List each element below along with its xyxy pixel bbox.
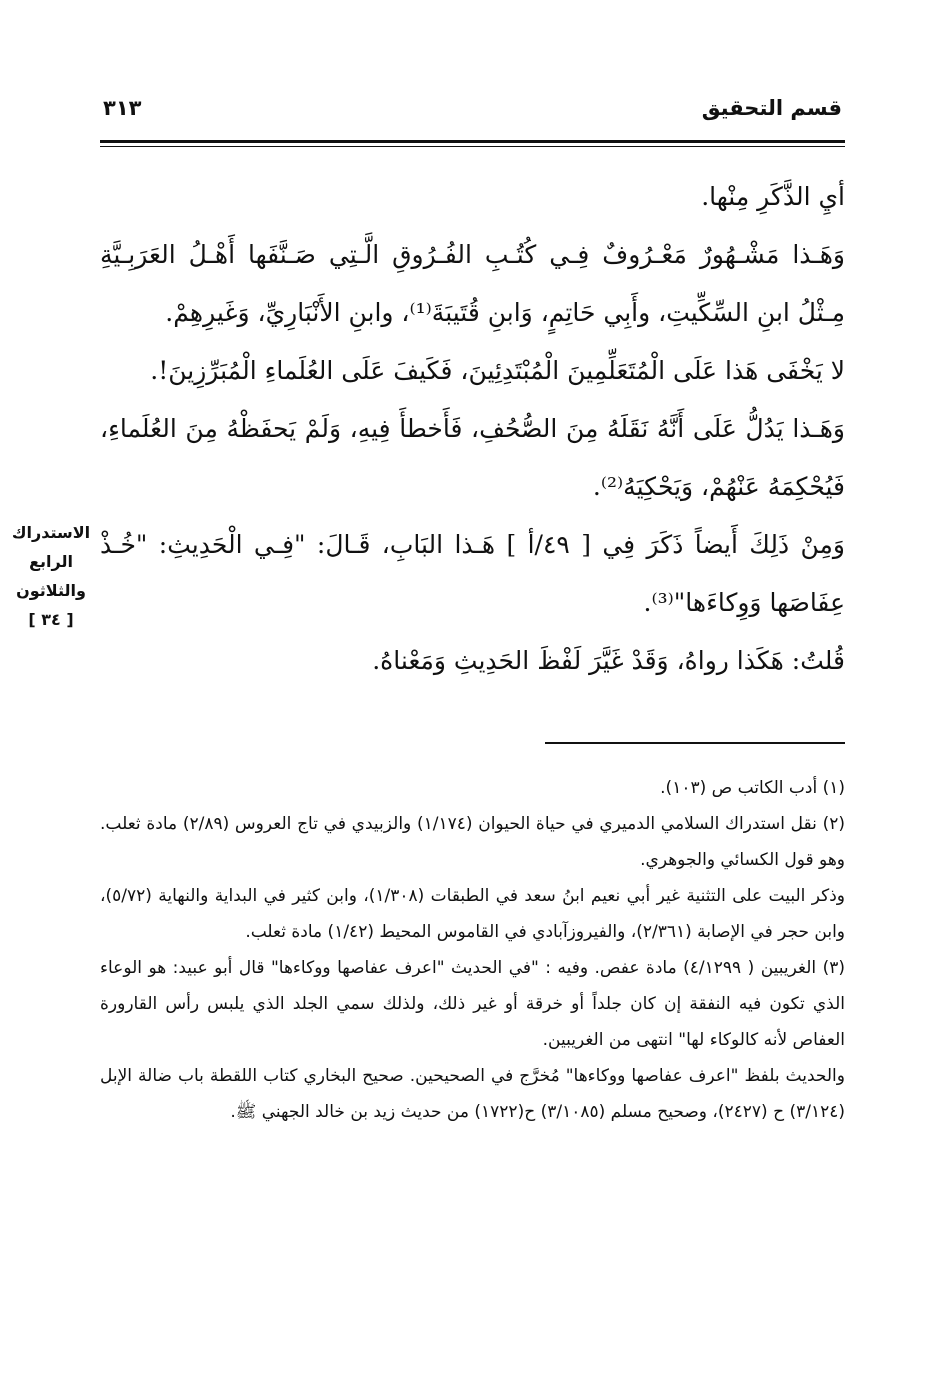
footnote-1: (١) أدب الكاتب ص (١٠٣).	[660, 778, 845, 798]
header-rule-thin	[100, 146, 845, 147]
paragraph-3: لا يَخْفَى هَذا عَلَى الْمُتَعَلِّمِينَ الْمُبْتَدِئِينَ، فَكَيفَ عَلَى العُلَماءِ الْمُبَرِّزِينَ!.	[150, 356, 845, 385]
footnote-separator	[545, 742, 845, 744]
footnote-2-continued: وذكر البيت على التثنية غير أبي نعيم ابنُ سعد في الطبقات (١/٣٠٨)، وابن كثير في البداية والنهاية (٥/٧٢)، وابن حجر في الإصابة (٢/٣٦١)، والفيروزآبادي في القاموس المحيط (١/٤٢) مادة ثعلب.	[100, 886, 845, 942]
page-number: ٣١٣	[103, 96, 142, 120]
running-title: قسم التحقيق	[701, 96, 842, 120]
paragraph-4: وَهَـذا يَدُلُّ عَلَى أَنَّهُ نَقَلَهُ مِنَ الصُّحُفِ، فَأَخطأَ فِيهِ، وَلَمْ يَحفَظْهُ مِنَ العُلَماءِ، فَيُحْكِمَهُ عَنْهُمْ، وَيَحْكِيَهُ⁽²⁾.	[100, 414, 845, 501]
main-text	[100, 168, 845, 690]
margin-note-line-3: والثلاثون	[16, 581, 86, 600]
paragraph-2: وَهَـذا مَشْـهُورٌ مَعْـرُوفٌ فِـي كُتُـبِ الفُـرُوقِ الَّـتِي صَـنَّفَها أَهْـلُ العَرَبِـيَّةِ مِـثْلُ ابنِ السِّكِّيتِ، وأَبِي حَاتِمٍ، وَابنِ قُتَيبَةَ⁽¹⁾، وابنِ الأَنْبَارِيِّ، وَغَيرِهِمْ.	[100, 240, 845, 327]
footnote-3-continued: والحديث بلفظ "اعرف عفاصها ووكاءها" مُخرَّج في الصحيحين. صحيح البخاري كتاب اللقطة باب ضالة الإبل (٣/١٢٤) ح (٢٤٢٧)، وصحيح مسلم (٣/١٠٨٥) ح(١٧٢٢) من حديث زيد بن خالد الجهني ﷺ.	[100, 1066, 845, 1122]
margin-note-line-1: الاستدراك	[11, 523, 91, 542]
header-rule	[100, 140, 845, 143]
paragraph-6: قُلتُ: هَكَذا رواهُ، وَقَدْ غَيَّرَ لَفْظَ الحَدِيثِ وَمَعْناهُ.	[372, 646, 845, 675]
footnote-3: (٣) الغريبين ( ٤/١٢٩٩) مادة عفص. وفيه : "في الحديث "اعرف عفاصها ووكاءها" قال أبو عبيد: هو الوعاء الذي تكون فيه النفقة إن كان جلداً أو خرقة أو غير ذلك، ولذلك سمي الجلد الذي يلبس رأس القارورة العفاص لأنه كالوكاء لها" انتهى من الغريبين.	[100, 958, 845, 1050]
margin-note	[5, 518, 97, 634]
footnotes	[100, 770, 845, 1130]
margin-note-line-2: الرابع	[29, 552, 73, 571]
footnote-2: (٢) نقل استدراك السلامي الدميري في حياة الحيوان (١/١٧٤) والزبيدي في تاج العروس (٢/٨٩) مادة ثعلب. وهو قول الكسائي والجوهري.	[100, 814, 845, 870]
margin-note-line-4: [ ٣٤ ]	[28, 610, 74, 629]
paragraph-1: أيِ الذَّكَرِ مِنْها.	[701, 182, 845, 211]
paragraph-5: وَمِنْ ذَلِكَ أَيضاً ذَكَرَ فِي [ ٤٩/أ ] هَـذا البَابِ، قَـالَ: "فِـي الْحَدِيثِ: "خُـذْ عِفَاصَها وَوِكاءَها"⁽³⁾.	[100, 530, 845, 617]
